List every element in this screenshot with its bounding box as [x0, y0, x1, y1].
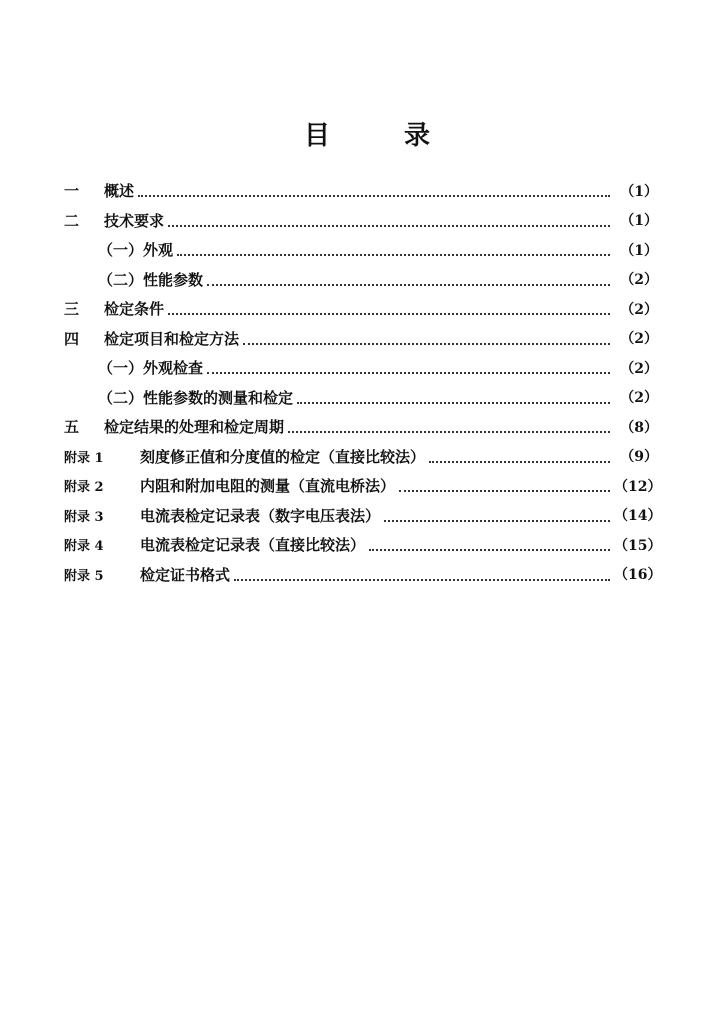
toc-entry-page: （12）: [614, 478, 662, 495]
toc-entry-number: 四: [64, 329, 80, 348]
toc-appendix-entry: [64, 442, 658, 472]
toc-entry: [64, 176, 658, 206]
toc-entry-page: （2）: [620, 390, 658, 407]
toc-entry: [64, 294, 658, 324]
toc-entry-page: （8）: [620, 419, 658, 436]
toc-leader-dots: [429, 446, 610, 463]
toc-entry-title: 检定证书格式: [140, 565, 231, 584]
toc-entry-page: （2）: [620, 331, 658, 348]
toc-leader-dots: [168, 298, 610, 315]
toc-entry-title: 检定项目和检定方法: [104, 329, 240, 348]
toc-leader-dots: [234, 564, 610, 581]
toc-entry-page: （2）: [620, 360, 658, 377]
toc-entry-title: 内阻和附加电阻的测量（直流电桥法）: [140, 477, 396, 496]
toc-leader-dots: [297, 387, 610, 404]
toc-entry-title: （二）性能参数: [98, 270, 204, 289]
toc-entry-title: 电流表检定记录表（数字电压表法）: [140, 506, 381, 525]
toc-entry-page: （14）: [614, 508, 662, 525]
title-char-2: 录: [404, 121, 431, 151]
toc-entry-number: 一: [64, 182, 80, 201]
toc-appendix-entry: [64, 471, 662, 501]
toc-subentry: [64, 235, 658, 265]
toc-subentry: [64, 383, 658, 413]
toc-entry-page: （16）: [614, 567, 662, 584]
toc-entry-title: （一）外观检查: [98, 359, 204, 378]
page-title: [0, 116, 710, 156]
toc-entry-page: （1）: [620, 213, 658, 230]
toc-entry-title: 检定结果的处理和检定周期: [104, 418, 285, 437]
toc-entry-number: 附录 3: [64, 509, 104, 525]
toc-leader-dots: [243, 328, 610, 345]
toc-entry-page: （15）: [614, 537, 662, 554]
toc-entry-number: 附录 2: [64, 480, 104, 496]
toc-entry-number: 五: [64, 418, 80, 437]
toc-appendix-entry: [64, 501, 662, 531]
toc-subentry: [64, 353, 658, 383]
toc-entry-page: （2）: [620, 272, 658, 289]
toc-entry-number: 附录 4: [64, 539, 104, 555]
toc-entry-title: 技术要求: [104, 211, 165, 230]
toc-entry-title: 概述: [104, 182, 135, 201]
toc-leader-dots: [177, 239, 610, 256]
toc-leader-dots: [207, 269, 610, 286]
toc-entry-title: （二）性能参数的测量和检定: [98, 388, 294, 407]
toc-entry-number: 附录 1: [64, 450, 104, 466]
toc-entry-page: （1）: [620, 242, 658, 259]
toc-entry-title: 电流表检定记录表（直接比较法）: [140, 536, 366, 555]
table-of-contents: [64, 176, 662, 589]
toc-entry-page: （2）: [620, 301, 658, 318]
toc-leader-dots: [369, 534, 610, 551]
toc-entry: [64, 324, 658, 354]
toc-leader-dots: [168, 210, 610, 227]
title-char-1: 目: [304, 121, 331, 151]
toc-subentry: [64, 265, 658, 295]
toc-leader-dots: [207, 357, 610, 374]
toc-leader-dots: [384, 505, 610, 522]
toc-entry-title: （一）外观: [98, 241, 174, 260]
toc-leader-dots: [138, 180, 610, 197]
toc-entry-number: 三: [64, 300, 80, 319]
toc-leader-dots: [288, 416, 610, 433]
toc-appendix-entry: [64, 530, 662, 560]
toc-entry-title: 刻度修正值和分度值的检定（直接比较法）: [140, 447, 426, 466]
toc-appendix-entry: [64, 560, 662, 590]
toc-entry-title: 检定条件: [104, 300, 165, 319]
toc-entry-number: 附录 5: [64, 568, 104, 584]
toc-entry-page: （9）: [620, 449, 658, 466]
toc-leader-dots: [399, 475, 610, 492]
toc-entry-page: （1）: [620, 183, 658, 200]
toc-entry: [64, 412, 658, 442]
toc-entry-number: 二: [64, 211, 80, 230]
toc-entry: [64, 206, 658, 236]
